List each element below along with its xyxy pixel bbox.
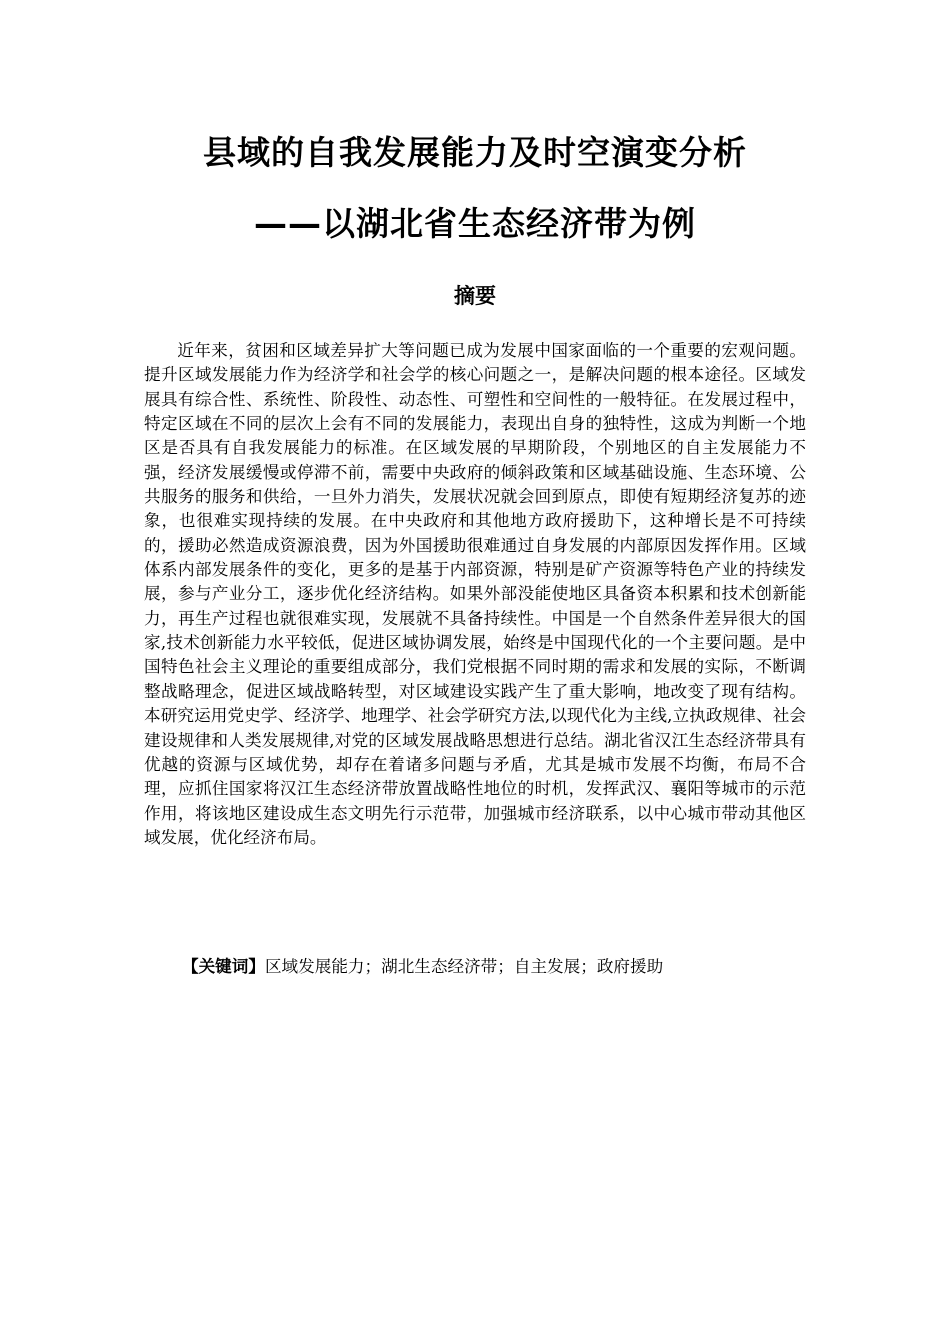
keywords-text: 区域发展能力；湖北生态经济带；自主发展；政府援助	[264, 957, 664, 976]
abstract-heading: 摘要	[454, 284, 496, 308]
keywords-label: 【关键词】	[182, 957, 265, 976]
title-line-1: 县域的自我发展能力及时空演变分析	[203, 133, 747, 172]
keywords-line	[182, 955, 806, 979]
title-line-2: ——以湖北省生态经济带为例	[254, 204, 696, 243]
abstract-body: 近年来，贫困和区域差异扩大等问题已成为发展中国家面临的一个重要的宏观问题。提升区域发展能力作为经济学和社会学的核心问题之一，是解决问题的根本途径。区域发展具有综合性、系统性、阶段性、动态性、可塑性和空间性的一般特征。在发展过程中，特定区域在不同的层次上会有不同的发展能力，表现出自身的独特性，这成为判断一个地区是否具有自我发展能力的标准。在区域发展的早期阶段，个别地区的自主发展能力不强，经济发展缓慢或停滞不前，需要中央政府的倾斜政策和区域基础设施、生态环境、公共服务的服务和供给，一旦外力消失，发展状况就会回到原点，即使有短期经济复苏的迹象，也很难实现持续的发展。在中央政府和其他地方政府援助下，这种增长是不可持续的，援助必然造成资源浪费，因为外国援助很难通过自身发展的内部原因发挥作用。区域体系内部发展条件的变化，更多的是基于内部资源，特别是矿产资源等特色产业的持续发展，参与产业分工，逐步优化经济结构。如果外部没能使地区具备资本积累和技术创新能力，再生产过程也就很难实现，发展就不具备持续性。中国是一个自然条件差异很大的国家,技术创新能力水平较低，促进区域协调发展，始终是中国现代化的一个主要问题。是中国特色社会主义理论的重要组成部分，我们党根据不同时期的需求和发展的实际，不断调整战略理念，促进区域战略转型，对区域建设实践产生了重大影响，地改变了现有结构。本研究运用党史学、经济学、地理学、社会学研究方法,以现代化为主线,立执政规律、社会建设规律和人类发展规律,对党的区域发展战略思想进行总结。湖北省汉江生态经济带具有优越的资源与区域优势，却存在着诸多问题与矛盾，尤其是城市发展不均衡，布局不合理，应抓住国家将汉江生态经济带放置战略性地位的时机，发挥武汉、襄阳等城市的示范作用，将该地区建设成生态文明先行示范带，加强城市经济联系，以中心城市带动其他区域发展，优化经济布局。	[144, 341, 806, 847]
